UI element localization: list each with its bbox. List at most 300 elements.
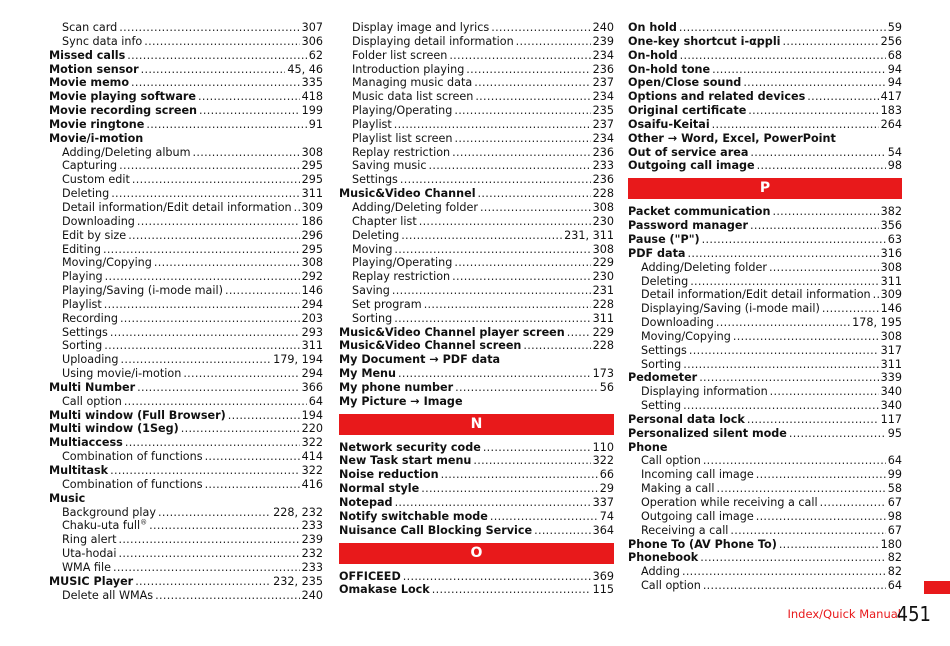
index-entry xyxy=(49,90,323,104)
leader-dots xyxy=(131,76,300,90)
entry-term: Music&Video Channel screen xyxy=(339,339,522,353)
page-reference[interactable]: 45, 46 xyxy=(287,62,323,76)
index-entry xyxy=(628,551,902,565)
index-subentry xyxy=(628,261,902,275)
index-subentry xyxy=(49,284,323,298)
page-number: 451 xyxy=(896,602,931,626)
entry-term: Folder list screen xyxy=(352,48,448,62)
page-reference[interactable]: 94 xyxy=(887,76,902,90)
index-subentry xyxy=(339,215,614,229)
page-reference[interactable]: 232, 235 xyxy=(273,574,323,588)
entry-term: Background play xyxy=(62,505,156,519)
leader-dots xyxy=(118,533,299,547)
index-entry xyxy=(339,339,614,353)
page-reference[interactable]: 256 xyxy=(880,34,902,48)
entry-term: On hold xyxy=(628,21,677,34)
page-reference[interactable]: 369 xyxy=(592,569,614,583)
entry-term: Introduction playing xyxy=(352,62,465,76)
section-edge-tab xyxy=(924,581,950,594)
entry-term: Noise reduction xyxy=(339,468,439,482)
page-reference[interactable]: 237 xyxy=(592,76,614,90)
leader-dots xyxy=(144,35,299,49)
page-reference[interactable]: 294 xyxy=(301,297,323,311)
page-reference[interactable]: 416 xyxy=(301,477,323,491)
page-reference[interactable]: 233 xyxy=(301,560,323,574)
page-reference[interactable]: 95 xyxy=(887,426,902,440)
entry-term: Settings xyxy=(641,343,687,357)
index-entry xyxy=(339,454,614,468)
index-subentry xyxy=(339,243,614,257)
entry-term: Moving/Copying xyxy=(641,329,731,343)
index-entry xyxy=(339,496,614,510)
index-entry xyxy=(49,422,323,436)
page-reference[interactable]: 311 xyxy=(301,339,323,353)
page-reference[interactable]: 66 xyxy=(599,468,614,482)
page-reference[interactable]: 63 xyxy=(887,232,902,246)
page-reference[interactable]: 239 xyxy=(301,533,323,547)
leader-dots xyxy=(770,385,879,399)
leader-dots xyxy=(127,49,306,63)
index-entry xyxy=(49,118,323,132)
index-subentry xyxy=(339,201,614,215)
page-reference[interactable]: 98 xyxy=(887,159,902,173)
entry-term: Call option xyxy=(62,394,122,408)
page-reference[interactable]: 308 xyxy=(592,242,614,256)
index-subentry xyxy=(49,533,323,547)
index-entry xyxy=(628,118,902,132)
leader-dots xyxy=(757,159,886,173)
index-entry xyxy=(628,63,902,77)
page-reference[interactable]: 232 xyxy=(301,547,323,561)
page-reference[interactable]: 340 xyxy=(880,385,902,399)
page-reference[interactable]: 229 xyxy=(592,325,614,339)
entry-term: Chapter list xyxy=(352,214,417,228)
index-entry xyxy=(339,510,614,524)
leader-dots xyxy=(474,76,590,90)
leader-dots xyxy=(110,464,300,478)
entry-term: One-key shortcut i-αppli xyxy=(628,34,781,48)
page-reference[interactable]: 306 xyxy=(301,34,323,48)
entry-term: Incoming call image xyxy=(641,468,754,482)
leader-dots xyxy=(679,21,886,35)
entry-term: Using movie/i-motion xyxy=(62,367,182,381)
page-reference[interactable]: 74 xyxy=(599,509,614,523)
leader-dots xyxy=(475,90,590,104)
page-reference[interactable]: 173 xyxy=(592,367,614,381)
entry-term: My phone number xyxy=(339,380,454,394)
page-reference[interactable]: 56 xyxy=(599,380,614,394)
leader-dots xyxy=(769,261,879,275)
index-subentry xyxy=(49,215,323,229)
page-reference[interactable]: 236 xyxy=(592,62,614,76)
leader-dots xyxy=(683,399,879,413)
page-reference[interactable]: 308 xyxy=(880,260,902,274)
leader-dots xyxy=(454,104,590,118)
page-reference[interactable]: 308 xyxy=(592,200,614,214)
leader-dots xyxy=(441,468,598,482)
index-entry xyxy=(628,427,902,441)
entry-term: Moving/Copying xyxy=(62,256,152,270)
leader-dots xyxy=(455,132,591,146)
page-reference[interactable]: 67 xyxy=(887,496,902,509)
page-reference[interactable]: 98 xyxy=(887,509,902,523)
index-entry xyxy=(49,49,323,63)
entry-term: Personal data lock xyxy=(628,412,745,426)
entry-term: Settings xyxy=(352,173,398,187)
index-subentry xyxy=(628,275,902,289)
page-reference[interactable]: 82 xyxy=(887,565,902,579)
index-subentry xyxy=(49,353,323,367)
leader-dots xyxy=(449,49,590,63)
index-subentry xyxy=(49,35,323,49)
entry-term: Displaying/Saving (i-mode mail) xyxy=(641,302,820,316)
page-reference[interactable]: 240 xyxy=(592,21,614,34)
page-reference[interactable]: 228 xyxy=(592,339,614,353)
page-reference[interactable]: 339 xyxy=(880,371,902,385)
index-entry xyxy=(628,219,902,233)
entry-term: OFFICEED xyxy=(339,569,401,583)
entry-term: Saving music xyxy=(352,159,427,173)
entry-term: Deleting xyxy=(62,187,110,201)
index-entry xyxy=(49,76,323,90)
index-subentry xyxy=(49,270,323,284)
index-entry xyxy=(339,187,614,201)
index-subentry xyxy=(49,229,323,243)
leader-dots xyxy=(228,409,300,423)
page-reference[interactable]: 115 xyxy=(592,583,614,597)
entry-term: Phone To (AV Phone To) xyxy=(628,537,777,551)
leader-dots xyxy=(424,298,591,312)
page-reference[interactable]: 117 xyxy=(880,412,902,426)
index-entry xyxy=(49,381,323,395)
leader-dots xyxy=(820,496,886,510)
index-subentry xyxy=(339,256,614,270)
page-reference[interactable]: 239 xyxy=(592,34,614,48)
entry-term: Music&Video Channel xyxy=(339,187,476,201)
page-reference[interactable]: 68 xyxy=(887,48,902,62)
page-reference[interactable]: 414 xyxy=(301,450,323,464)
entry-term: Motion sensor xyxy=(49,62,139,76)
index-column-1 xyxy=(49,21,323,602)
entry-term: Detail information/Edit detail information xyxy=(641,288,871,302)
entry-term: Making a call xyxy=(641,482,715,496)
page-reference[interactable]: 240 xyxy=(301,588,323,602)
page-reference[interactable]: 335 xyxy=(301,76,323,90)
index-entry xyxy=(628,90,902,104)
section-letter-header: N xyxy=(339,414,614,435)
index-subentry xyxy=(628,316,902,330)
entry-term: Playing xyxy=(62,270,103,284)
page-reference[interactable]: 236 xyxy=(592,173,614,187)
page-reference[interactable]: 308 xyxy=(301,256,323,270)
entry-term: Receiving a call xyxy=(641,523,729,537)
leader-dots xyxy=(716,316,850,330)
leader-dots xyxy=(395,496,591,510)
page-reference[interactable]: 322 xyxy=(592,454,614,468)
index-subentry xyxy=(49,519,323,533)
leader-dots xyxy=(750,219,879,233)
entry-term: Movie ringtone xyxy=(49,117,145,131)
index-column-2 xyxy=(339,21,614,597)
entry-term: Custom edit xyxy=(62,173,130,187)
page-reference[interactable]: 264 xyxy=(880,117,902,131)
page-reference[interactable]: 418 xyxy=(301,90,323,104)
page-reference[interactable]: 311 xyxy=(880,357,902,371)
page-reference[interactable]: 228 xyxy=(592,187,614,201)
page-reference[interactable]: 62 xyxy=(308,48,323,62)
leader-dots xyxy=(124,395,307,409)
index-subentry xyxy=(49,146,323,160)
entry-term: Missed calls xyxy=(49,48,126,62)
entry-term: Operation while receiving a call xyxy=(641,496,818,509)
leader-dots xyxy=(294,201,300,215)
entry-term: Playing/Operating xyxy=(352,104,453,118)
page-reference[interactable]: 231, 311 xyxy=(564,228,614,242)
index-entry xyxy=(339,524,614,538)
page-reference[interactable]: 309 xyxy=(880,288,902,302)
page-reference[interactable]: 308 xyxy=(880,329,902,343)
index-subentry xyxy=(49,187,323,201)
page-reference[interactable]: 183 xyxy=(880,104,902,118)
entry-term: Recording xyxy=(62,311,118,325)
page-reference[interactable]: 146 xyxy=(880,302,902,316)
index-entry xyxy=(339,326,614,340)
page-reference[interactable]: 186 xyxy=(301,214,323,228)
index-subentry xyxy=(49,173,323,187)
page-reference[interactable]: 382 xyxy=(880,205,902,219)
entry-term: Replay restriction xyxy=(352,270,451,284)
entry-term: Adding/Deleting folder xyxy=(352,200,478,214)
page-reference[interactable]: 67 xyxy=(887,523,902,537)
index-subentry xyxy=(49,367,323,381)
page-reference[interactable]: 235 xyxy=(592,104,614,118)
entry-term: Other → Word, Excel, PowerPoint xyxy=(628,131,836,145)
entry-term: Multi Number xyxy=(49,380,136,394)
index-entry xyxy=(628,371,902,385)
leader-dots xyxy=(118,547,299,561)
page-reference[interactable]: 233 xyxy=(592,159,614,173)
page-reference[interactable]: 311 xyxy=(592,311,614,325)
index-subentry xyxy=(628,358,902,372)
page-reference[interactable]: 322 xyxy=(301,464,323,477)
page-reference[interactable]: 54 xyxy=(887,145,902,159)
leader-dots xyxy=(398,367,591,381)
page-reference[interactable]: 91 xyxy=(308,117,323,131)
entry-term: Replay restriction xyxy=(352,145,451,159)
entry-term: Detail information/Edit detail information xyxy=(62,200,292,214)
entry-term: Network security code xyxy=(339,440,481,454)
index-entry xyxy=(628,233,902,247)
leader-dots xyxy=(682,565,886,579)
page-reference[interactable]: 82 xyxy=(887,551,902,565)
page-reference[interactable]: 307 xyxy=(301,21,323,34)
index-entry xyxy=(628,76,902,90)
entry-term: Sync data info xyxy=(62,34,143,48)
page-reference[interactable]: 293 xyxy=(301,325,323,339)
page-reference[interactable]: 295 xyxy=(301,173,323,187)
page-reference[interactable]: 337 xyxy=(592,496,614,509)
leader-dots xyxy=(394,312,590,326)
entry-term: Displaying detail information xyxy=(352,34,514,48)
page-reference[interactable]: 236 xyxy=(592,145,614,159)
leader-dots xyxy=(135,575,271,589)
page-reference[interactable]: 311 xyxy=(880,274,902,288)
page-reference[interactable]: 309 xyxy=(301,200,323,214)
page-reference[interactable]: 58 xyxy=(887,482,902,496)
entry-term: Notify switchable mode xyxy=(339,509,488,523)
leader-dots xyxy=(154,256,300,270)
leader-dots xyxy=(712,118,879,132)
page-reference[interactable]: 295 xyxy=(301,242,323,256)
page-reference[interactable]: 180 xyxy=(880,537,902,551)
entry-term: Ring alert xyxy=(62,533,117,547)
page-reference[interactable]: 237 xyxy=(592,117,614,131)
index-subentry xyxy=(628,482,902,496)
page-reference[interactable]: 340 xyxy=(880,399,902,413)
entry-term: My Document → PDF data xyxy=(339,353,501,367)
page-reference[interactable]: 234 xyxy=(592,90,614,104)
entry-term: Phone xyxy=(628,440,668,454)
leader-dots xyxy=(807,90,878,104)
entry-term: Pedometer xyxy=(628,371,698,385)
leader-dots xyxy=(516,35,591,49)
index-subentry xyxy=(628,302,902,316)
page-reference[interactable]: 322 xyxy=(301,436,323,450)
entry-term: Adding xyxy=(641,565,680,579)
entry-term: Capturing xyxy=(62,159,118,173)
entry-term: Multiaccess xyxy=(49,436,123,450)
leader-dots xyxy=(699,371,878,385)
leader-dots xyxy=(119,159,299,173)
index-subentry xyxy=(49,506,323,520)
entry-term: Playlist xyxy=(352,117,392,131)
page-reference[interactable]: 230 xyxy=(592,214,614,228)
leader-dots xyxy=(429,159,591,173)
leader-dots xyxy=(401,229,562,243)
leader-dots xyxy=(110,326,300,340)
page-reference[interactable]: 231 xyxy=(592,284,614,298)
section-letter-header: P xyxy=(628,178,902,199)
page-reference[interactable]: 356 xyxy=(880,219,902,233)
leader-dots xyxy=(873,288,879,302)
entry-term: Moving xyxy=(352,242,393,256)
leader-dots xyxy=(478,187,591,201)
page-reference[interactable]: 417 xyxy=(880,90,902,104)
page-reference[interactable]: 316 xyxy=(880,246,902,260)
page-reference[interactable]: 229 xyxy=(592,256,614,270)
index-entry xyxy=(628,247,902,261)
page-reference[interactable]: 366 xyxy=(301,380,323,394)
page-reference[interactable]: 364 xyxy=(592,523,614,537)
index-subentry xyxy=(628,288,902,302)
entry-term: Notepad xyxy=(339,496,393,509)
leader-dots xyxy=(104,298,300,312)
entry-term: Options and related devices xyxy=(628,90,806,104)
index-entry xyxy=(628,146,902,160)
page-reference[interactable]: 64 xyxy=(308,394,323,408)
index-subentry xyxy=(339,173,614,187)
leader-dots xyxy=(756,468,886,482)
entry-term: Password manager xyxy=(628,219,749,233)
leader-dots xyxy=(394,243,590,257)
index-subentry xyxy=(49,326,323,340)
index-subentry xyxy=(628,510,902,524)
leader-dots xyxy=(483,441,591,455)
index-entry xyxy=(49,132,323,146)
leader-dots xyxy=(712,63,886,77)
page-reference[interactable]: 203 xyxy=(301,311,323,325)
entry-term: Outgoing call image xyxy=(641,509,754,523)
entry-term: Outgoing call image xyxy=(628,159,755,173)
leader-dots xyxy=(183,367,299,381)
page-reference[interactable]: 233 xyxy=(301,519,323,533)
index-subentry xyxy=(49,256,323,270)
index-subentry xyxy=(49,589,323,603)
index-column-3 xyxy=(628,21,902,593)
entry-term: Adding/Deleting album xyxy=(62,145,191,159)
page-reference[interactable]: 295 xyxy=(301,159,323,173)
page-reference[interactable]: 29 xyxy=(599,482,614,496)
index-subentry xyxy=(628,565,902,579)
page-reference[interactable]: 94 xyxy=(887,62,902,76)
index-subentry xyxy=(628,330,902,344)
page-reference[interactable]: 99 xyxy=(887,468,902,482)
page-reference[interactable]: 294 xyxy=(301,367,323,381)
entry-term: Playing/Operating xyxy=(352,256,453,270)
index-subentry xyxy=(339,49,614,63)
page-reference[interactable]: 234 xyxy=(592,48,614,62)
page-reference[interactable]: 179, 194 xyxy=(273,353,323,367)
page-reference[interactable]: 308 xyxy=(301,145,323,159)
leader-dots xyxy=(205,478,300,492)
page-reference[interactable]: 292 xyxy=(301,270,323,284)
page-reference[interactable]: 64 xyxy=(887,454,902,468)
page-reference[interactable]: 230 xyxy=(592,270,614,284)
page-reference[interactable]: 146 xyxy=(301,284,323,298)
leader-dots xyxy=(779,538,879,552)
page-reference[interactable]: 59 xyxy=(887,21,902,34)
leader-dots xyxy=(480,201,591,215)
entry-term: Call option xyxy=(641,579,701,593)
page-reference[interactable]: 110 xyxy=(592,440,614,454)
index-entry xyxy=(628,21,902,35)
page-reference[interactable]: 228 xyxy=(592,297,614,311)
leader-dots xyxy=(789,427,886,441)
entry-term: Pause ("P") xyxy=(628,232,700,246)
leader-dots xyxy=(452,270,591,284)
entry-term: Multi window (1Seg) xyxy=(49,422,179,436)
page-reference[interactable]: 220 xyxy=(301,422,323,436)
page-reference[interactable]: 296 xyxy=(301,228,323,242)
index-subentry xyxy=(339,90,614,104)
entry-term: Displaying information xyxy=(641,385,768,399)
entry-term: Sorting xyxy=(641,357,682,371)
page-reference[interactable]: 64 xyxy=(887,579,902,593)
page-reference[interactable]: 194 xyxy=(301,408,323,422)
leader-dots xyxy=(822,302,879,316)
page-reference[interactable]: 311 xyxy=(301,187,323,201)
page-reference[interactable]: 317 xyxy=(880,343,902,357)
index-entry xyxy=(339,381,614,395)
entry-term: Downloading xyxy=(641,316,714,330)
page-reference[interactable]: 234 xyxy=(592,131,614,145)
entry-term: Downloading xyxy=(62,214,135,228)
page-reference[interactable]: 228, 232 xyxy=(273,505,323,519)
page-reference[interactable]: 178, 195 xyxy=(852,316,902,330)
leader-dots xyxy=(137,215,300,229)
entry-term: Deleting xyxy=(352,228,400,242)
page-reference[interactable]: 199 xyxy=(301,104,323,118)
